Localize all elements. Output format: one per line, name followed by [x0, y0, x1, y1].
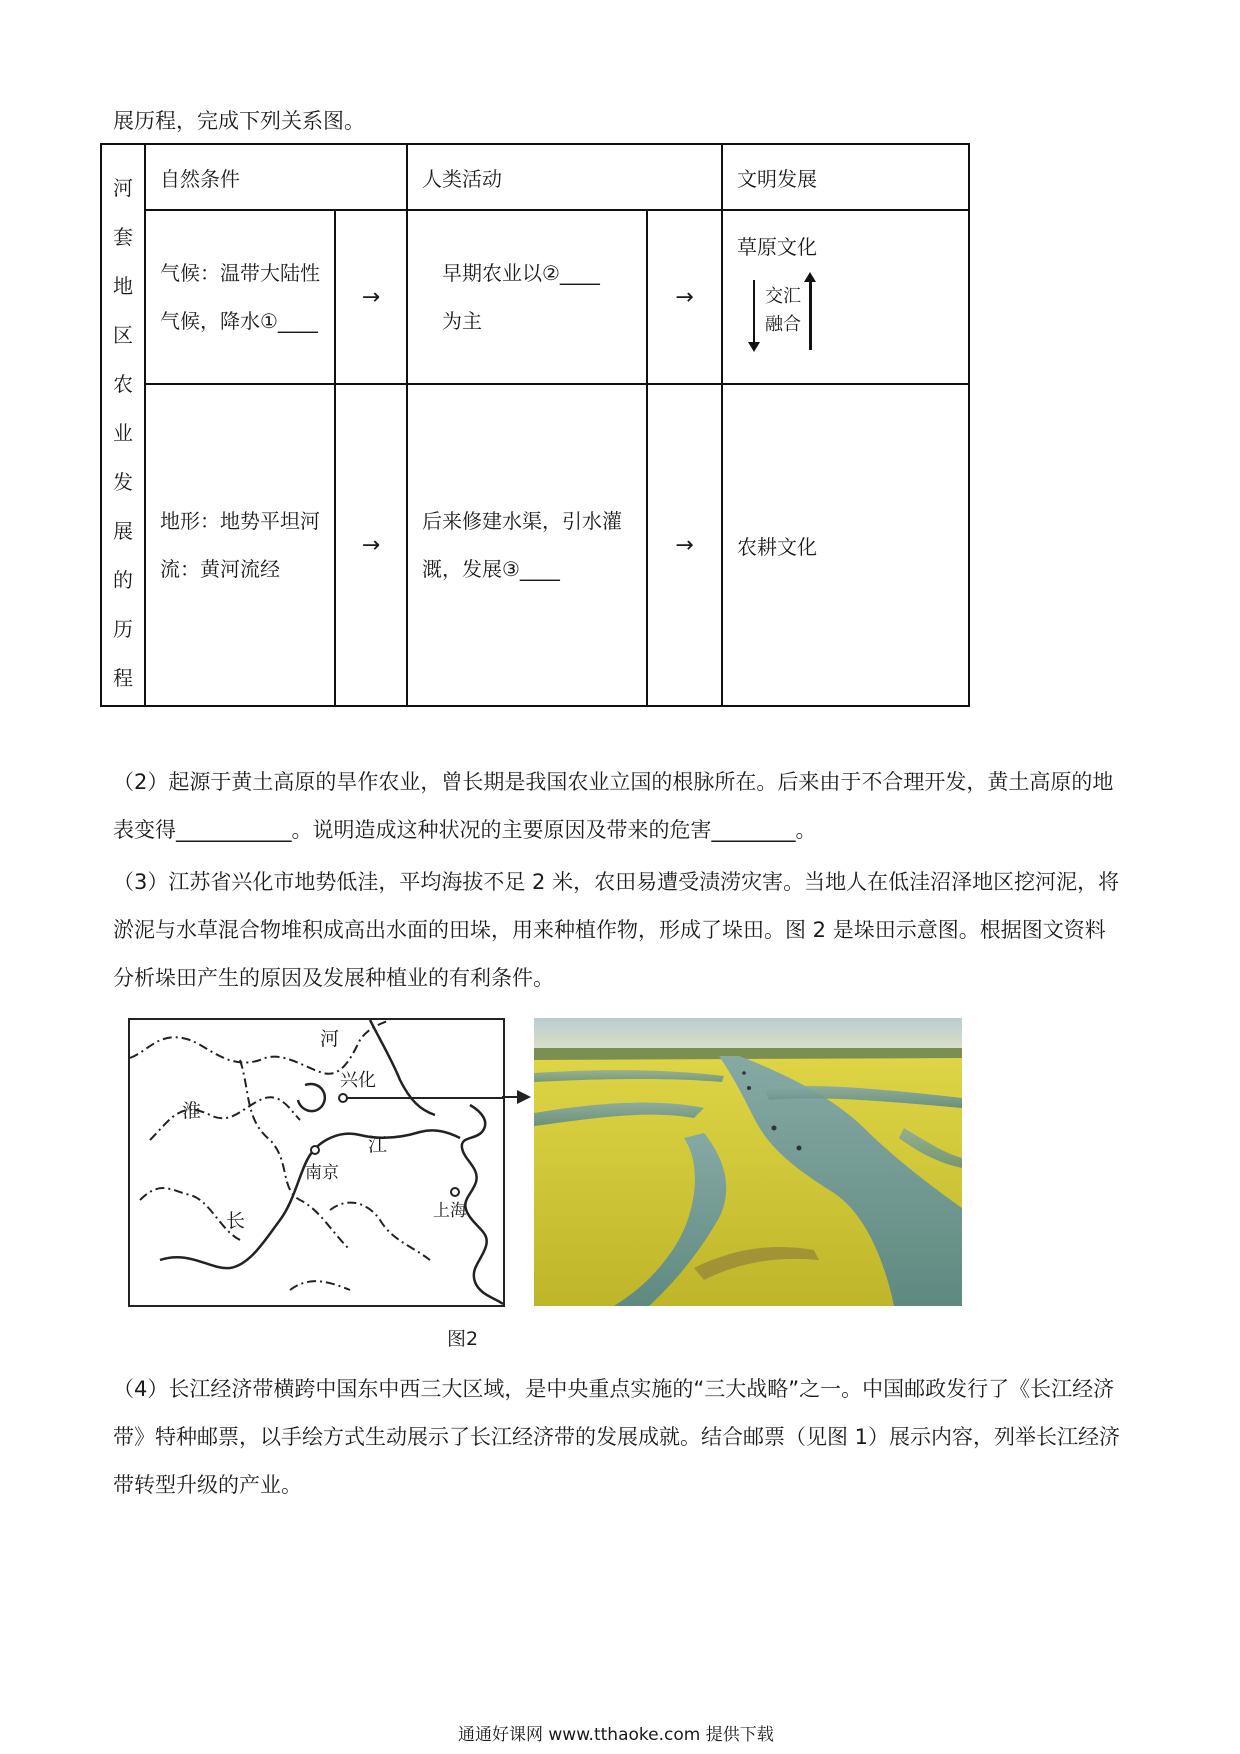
- question-3: （3）江苏省兴化市地势低洼，平均海拔不足 2 米，农田易遭受渍涝灾害。当地人在低洼沼泽地区挖河泥，将淤泥与水草混合物堆积成高出水面的田垛，用来种植作物，形成了垛田。图 2 是垛田示意图。根据图文资料分析垛田产生的原因及发展种植业的有利条件。: [113, 870, 1120, 990]
- map-label-nanjing: 南京: [305, 1163, 339, 1183]
- row2-human: 后来修建水渠，引水灌 溉，发展③____: [407, 384, 647, 706]
- question-2: （2）起源于黄土高原的旱作农业，曾长期是我国农业立国的根脉所在。后来由于不合理开发，黄土高原的地表变得___________。说明造成这种状况的主要原因及带来的危害________。: [113, 770, 1114, 842]
- footer: 通通好课网 www.tthaoke.com 提供下载: [458, 1725, 774, 1745]
- row1-arrow1: →: [335, 210, 407, 384]
- down-arrow-icon: [753, 280, 755, 346]
- row1-nature: 气候：温带大陆性 气候，降水①____: [145, 210, 335, 384]
- intro-text: 展历程，完成下列关系图。: [113, 109, 365, 133]
- row2-civilization: 农耕文化: [722, 384, 969, 706]
- map-label-he: 河: [320, 1028, 340, 1050]
- header-human: 人类活动: [407, 144, 722, 210]
- exchange-arrows: 交汇 融合: [743, 274, 967, 360]
- row1-civilization: [722, 210, 969, 384]
- header-civilization: 文明发展: [722, 144, 969, 210]
- header-nature: 自然条件: [145, 144, 407, 210]
- row2-arrow1: →: [335, 384, 407, 706]
- question-4: （4）长江经济带横跨中国东中西三大区域，是中央重点实施的“三大战略”之一。中国邮政发行了《长江经济带》特种邮票，以手绘方式生动展示了长江经济带的发展成就。结合邮票（见图 1）展示内容，列举长江经济带转型升级的产业。: [113, 1377, 1121, 1497]
- relationship-table: [100, 143, 970, 707]
- row1-arrow2: →: [647, 210, 722, 384]
- grassland-culture: 草原文化: [737, 235, 817, 259]
- up-arrow-icon: [809, 280, 812, 350]
- side-label: 河 套 地 区 农 业 发 展 的 历 程: [101, 144, 145, 706]
- map-label-huai: 淮: [182, 1100, 202, 1122]
- figure-caption: 图2: [447, 1328, 479, 1350]
- arrow-head-icon: [517, 1090, 531, 1104]
- row1-human: 早期农业以②____ 为主: [407, 210, 647, 384]
- duotian-photo: [534, 1018, 962, 1306]
- map-label-shanghai: 上海: [433, 1201, 467, 1221]
- map-label-jiang: 江: [368, 1134, 388, 1156]
- map-label-chang: 长: [226, 1210, 246, 1232]
- arrow-line: [502, 1096, 518, 1098]
- duotian-illustration: [534, 1018, 962, 1306]
- map-figure: [128, 1018, 505, 1307]
- row2-arrow2: →: [647, 384, 722, 706]
- map-label-xinghua: 兴化: [340, 1070, 376, 1091]
- row2-nature: 地形：地势平坦河 流：黄河流经: [145, 384, 335, 706]
